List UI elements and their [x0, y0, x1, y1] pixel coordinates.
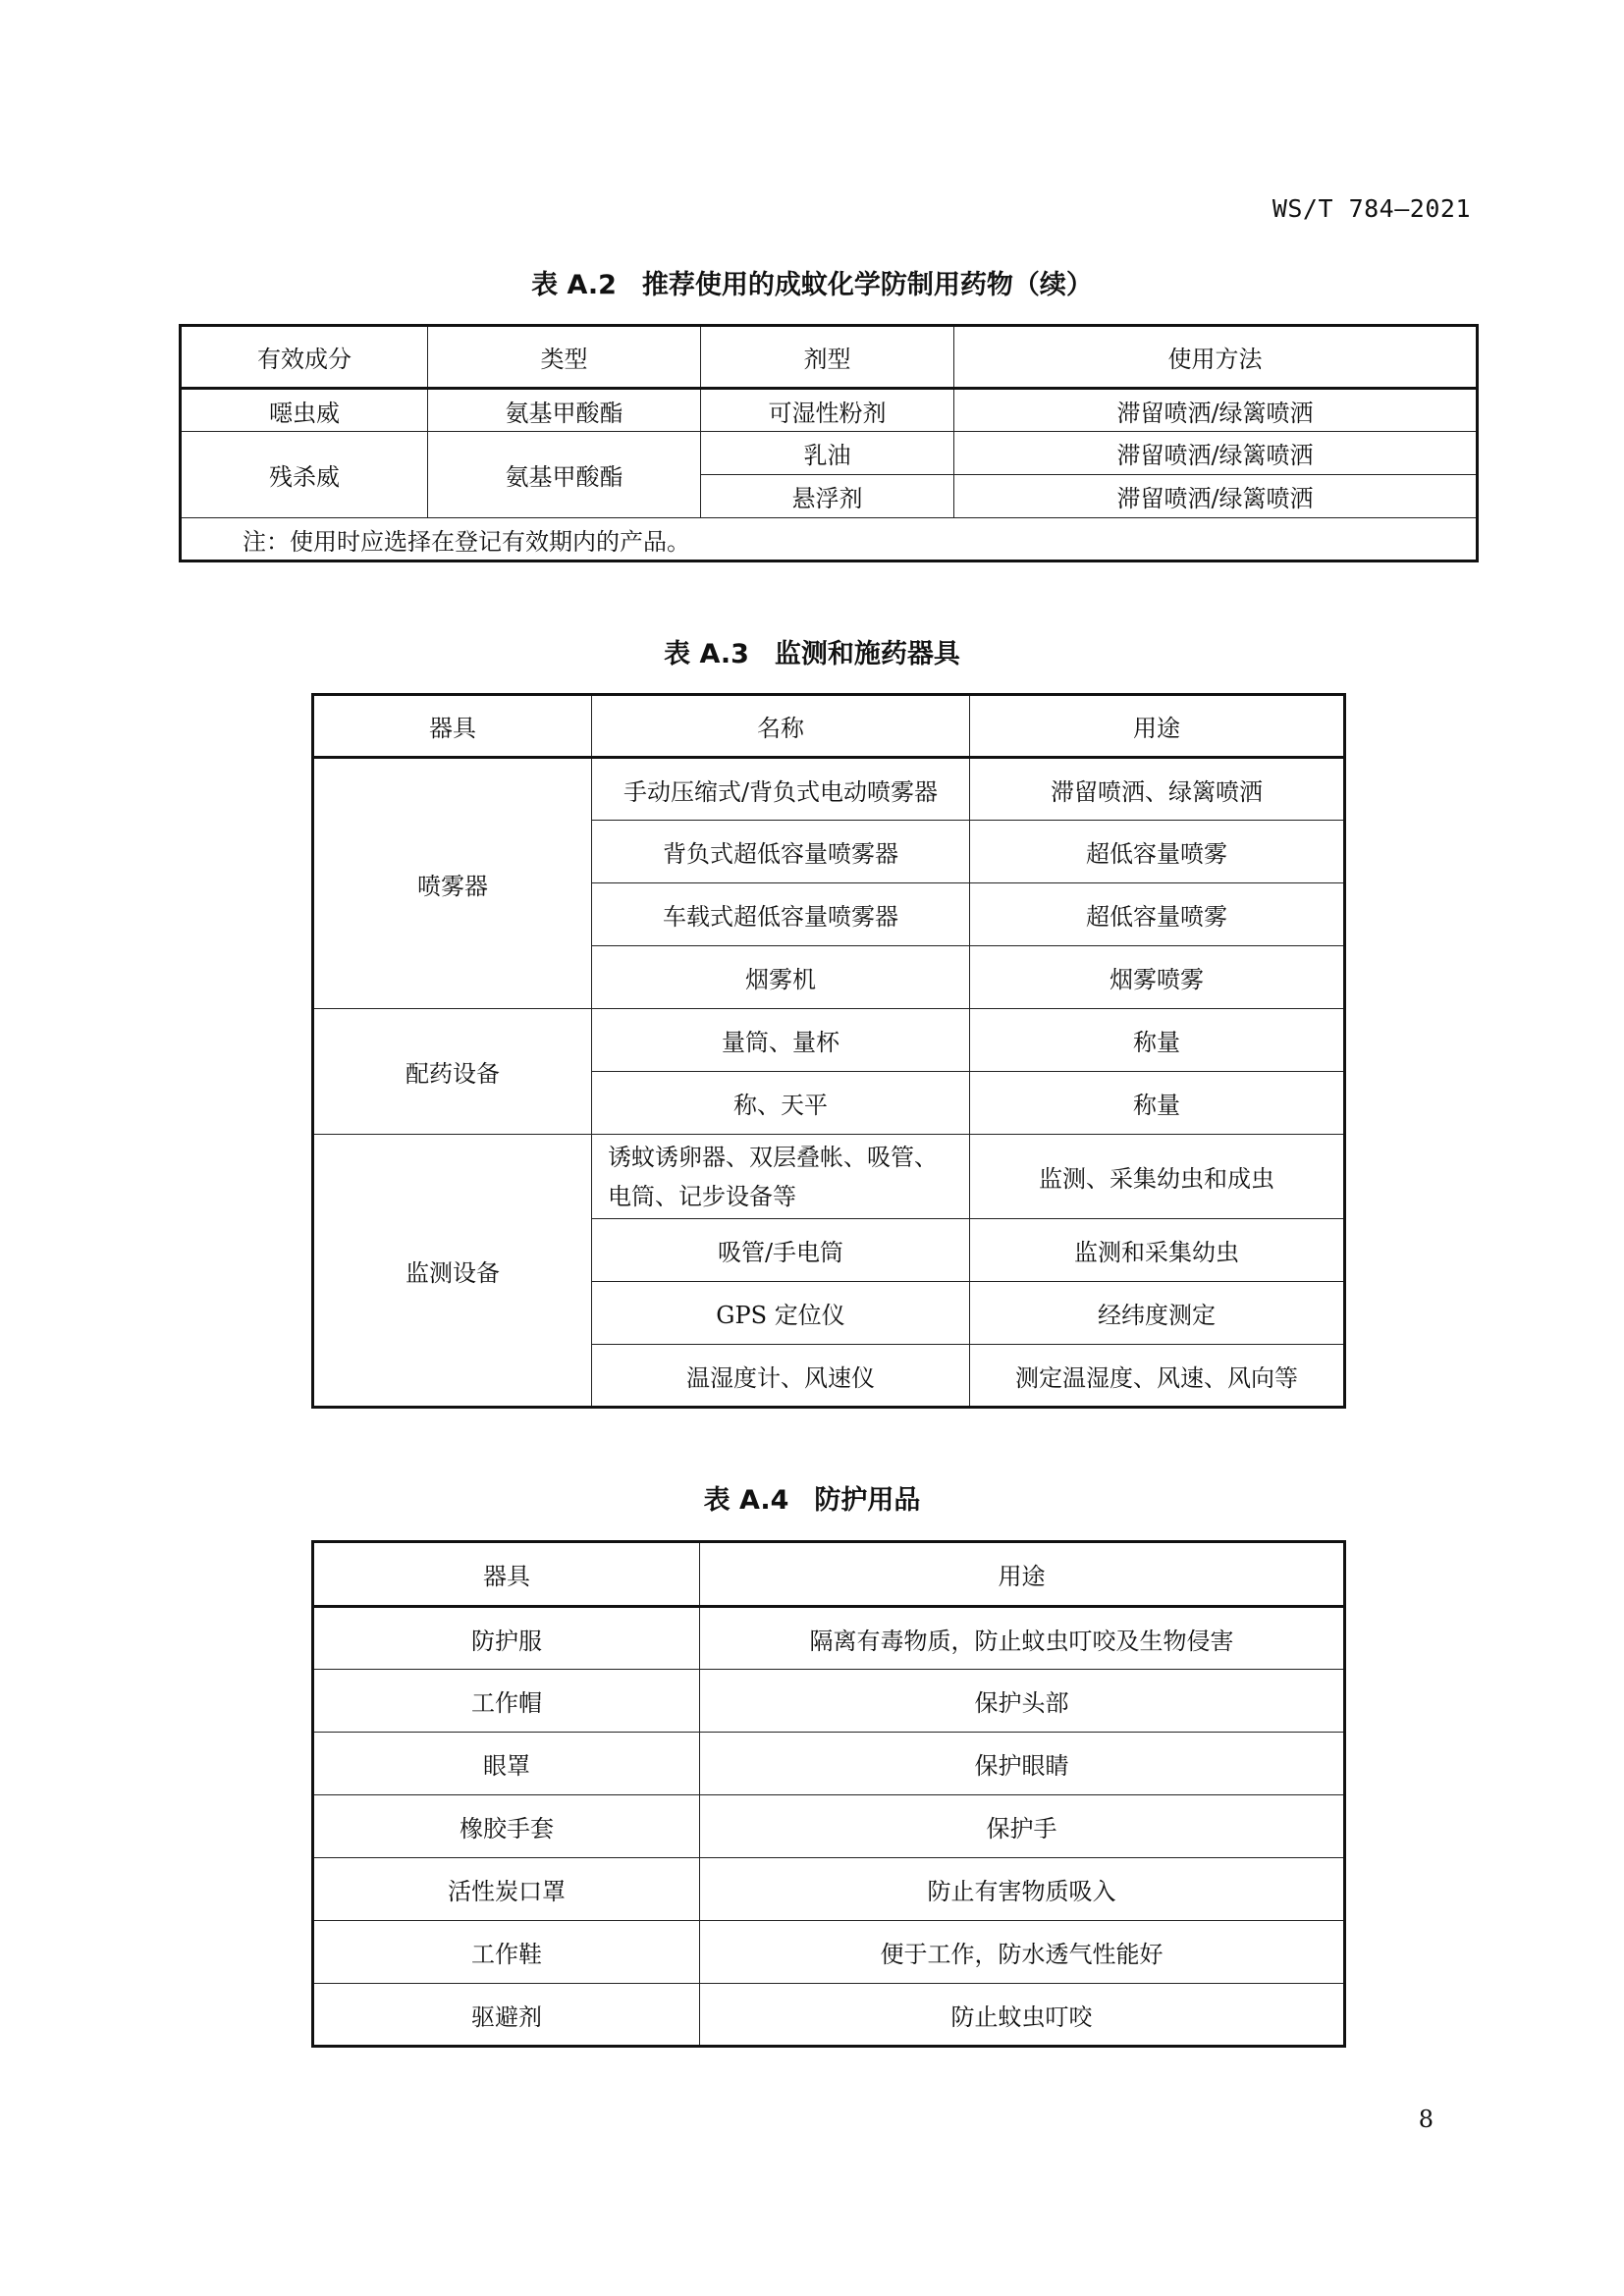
column-header: 器具	[313, 1542, 700, 1607]
category-cell: 监测设备	[313, 1135, 592, 1408]
table-note: 注：使用时应选择在登记有效期内的产品。	[181, 518, 1478, 561]
table-cell: 防止蚊虫叮咬	[700, 1984, 1345, 2047]
table-row	[181, 389, 1478, 432]
table-cell: 测定温湿度、风速、风向等	[970, 1345, 1345, 1408]
table-row	[313, 1984, 1345, 2047]
table-cell: 滞留喷洒/绿篱喷洒	[954, 475, 1478, 518]
table-note-row	[181, 518, 1478, 561]
table-a3-caption	[0, 632, 1624, 670]
page-number: 8	[1418, 2106, 1434, 2133]
table-cell: 防护服	[313, 1607, 700, 1670]
category-cell: 喷雾器	[313, 758, 592, 1009]
table-cell: 超低容量喷雾	[970, 821, 1345, 883]
column-header: 用途	[700, 1542, 1345, 1607]
table-cell: 称量	[970, 1009, 1345, 1072]
table-cell: 称量	[970, 1072, 1345, 1135]
table-a3-title: 监测和施药器具	[774, 639, 960, 669]
table-cell: 烟雾机	[592, 946, 970, 1009]
category-cell: 配药设备	[313, 1009, 592, 1135]
table-a4-title: 防护用品	[814, 1485, 921, 1516]
table-cell: 氨基甲酸酯	[428, 432, 701, 518]
column-header: 器具	[313, 695, 592, 758]
table-cell: 温湿度计、风速仪	[592, 1345, 970, 1408]
table-row	[181, 432, 1478, 475]
cell-line: 电筒、记步设备等	[608, 1182, 796, 1210]
table-cell: 便于工作，防水透气性能好	[700, 1921, 1345, 1984]
column-header: 类型	[428, 326, 701, 389]
table-cell: 驱避剂	[313, 1984, 700, 2047]
table-cell: 滞留喷洒、绿篱喷洒	[970, 758, 1345, 821]
table-a4	[311, 1540, 1346, 2048]
table-a4-caption	[0, 1478, 1624, 1517]
table-row	[313, 1607, 1345, 1670]
table-row	[313, 1733, 1345, 1795]
table-a3-number: 表 A.3	[664, 639, 749, 669]
table-cell: 残杀威	[181, 432, 428, 518]
table-cell	[592, 1135, 970, 1219]
table-cell: 乳油	[701, 432, 954, 475]
table-cell: 噁虫威	[181, 389, 428, 432]
table-a2-caption	[0, 263, 1624, 301]
table-cell: 隔离有毒物质，防止蚊虫叮咬及生物侵害	[700, 1607, 1345, 1670]
table-row	[313, 1670, 1345, 1733]
cell-line: 诱蚊诱卵器、双层叠帐、吸管、	[608, 1143, 938, 1171]
table-a2-header-row	[181, 326, 1478, 389]
table-cell: 监测、采集幼虫和成虫	[970, 1135, 1345, 1219]
table-cell: 量筒、量杯	[592, 1009, 970, 1072]
column-header: 剂型	[701, 326, 954, 389]
table-cell: 氨基甲酸酯	[428, 389, 701, 432]
table-a4-number: 表 A.4	[703, 1485, 789, 1516]
table-row	[313, 1858, 1345, 1921]
standard-code: WS/T 784—2021	[1272, 194, 1471, 223]
table-row	[313, 1135, 1345, 1219]
table-row	[313, 758, 1345, 821]
table-cell: 车载式超低容量喷雾器	[592, 883, 970, 946]
table-a3-header-row	[313, 695, 1345, 758]
table-cell: GPS 定位仪	[592, 1282, 970, 1345]
table-a2	[179, 324, 1479, 562]
table-cell: 保护头部	[700, 1670, 1345, 1733]
table-cell: 滞留喷洒/绿篱喷洒	[954, 389, 1478, 432]
table-cell: 防止有害物质吸入	[700, 1858, 1345, 1921]
table-a3	[311, 693, 1346, 1409]
table-cell: 工作帽	[313, 1670, 700, 1733]
column-header: 使用方法	[954, 326, 1478, 389]
table-cell: 保护眼睛	[700, 1733, 1345, 1795]
table-cell: 经纬度测定	[970, 1282, 1345, 1345]
table-cell: 悬浮剂	[701, 475, 954, 518]
table-cell: 手动压缩式/背负式电动喷雾器	[592, 758, 970, 821]
table-cell: 滞留喷洒/绿篱喷洒	[954, 432, 1478, 475]
table-cell: 背负式超低容量喷雾器	[592, 821, 970, 883]
table-cell: 可湿性粉剂	[701, 389, 954, 432]
table-cell: 工作鞋	[313, 1921, 700, 1984]
table-cell: 保护手	[700, 1795, 1345, 1858]
table-a2-title: 推荐使用的成蚊化学防制用药物（续）	[641, 270, 1093, 300]
table-cell: 超低容量喷雾	[970, 883, 1345, 946]
table-cell: 烟雾喷雾	[970, 946, 1345, 1009]
table-row	[313, 1009, 1345, 1072]
table-cell: 称、天平	[592, 1072, 970, 1135]
column-header: 用途	[970, 695, 1345, 758]
column-header: 有效成分	[181, 326, 428, 389]
table-a2-number: 表 A.2	[531, 270, 617, 300]
table-a4-header-row	[313, 1542, 1345, 1607]
table-cell: 吸管/手电筒	[592, 1219, 970, 1282]
table-cell: 监测和采集幼虫	[970, 1219, 1345, 1282]
table-cell: 橡胶手套	[313, 1795, 700, 1858]
table-row	[313, 1921, 1345, 1984]
table-cell: 眼罩	[313, 1733, 700, 1795]
table-row	[313, 1795, 1345, 1858]
column-header: 名称	[592, 695, 970, 758]
table-cell: 活性炭口罩	[313, 1858, 700, 1921]
